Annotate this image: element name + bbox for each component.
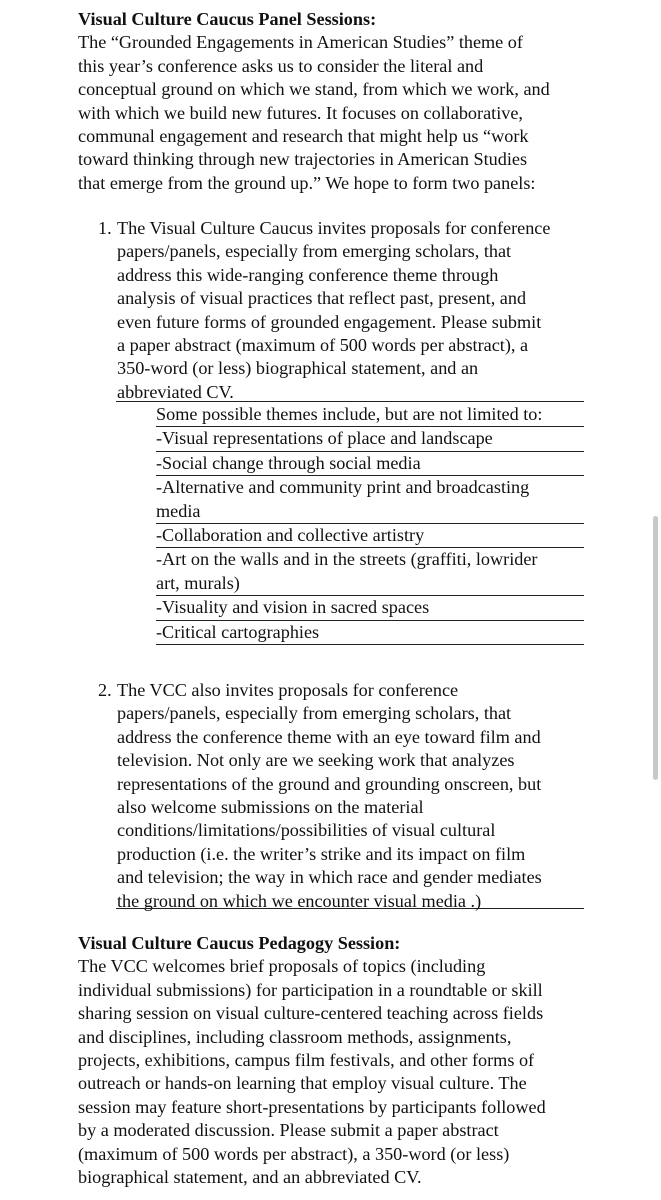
theme-item: -Alternative and community print and broadcasting (156, 477, 530, 498)
item1-line: analysis of visual practices that reflect past, present, and (117, 288, 527, 309)
intro-line: The “Grounded Engagements in American Studies” theme of (78, 32, 523, 53)
theme-item: -Critical cartographies (156, 621, 584, 645)
item1-line: a paper abstract (maximum of 500 words per abstract), a (117, 335, 529, 356)
item1-line: address this wide-ranging conference theme through (117, 264, 499, 285)
intro-line: this year’s conference asks us to consider the literal and (78, 55, 484, 76)
theme-item: art, murals) (156, 572, 584, 596)
list-item-body (117, 679, 587, 913)
intro-line: conceptual ground on which we stand, from which we work, and (78, 79, 550, 100)
theme-item: media (156, 500, 584, 524)
pedagogy-line: The VCC welcomes brief proposals of topics (including (78, 956, 486, 977)
item2-line: The VCC also invites proposals for conference (117, 680, 459, 700)
pedagogy-section-heading: Visual Culture Caucus Pedagogy Session: (78, 933, 401, 953)
theme-item: -Social change through social media (156, 452, 584, 476)
item1-line: 350-word (or less) biographical statement, and an (117, 358, 479, 379)
list-item-body (117, 217, 587, 404)
divider-line (116, 401, 584, 402)
item2-line: production (i.e. the writer’s strike and its impact on film (117, 843, 526, 864)
intro-line: communal engagement and research that might help us “work (78, 126, 529, 147)
divider-line (116, 908, 584, 909)
item2-line: also welcome submissions on the material (117, 797, 424, 818)
theme-item: -Art on the walls and in the streets (graffiti, lowrider (156, 549, 538, 570)
intro-line: with which we build new futures. It focuses on collaborative, (78, 102, 523, 123)
pedagogy-line: sharing session on visual culture-centered teaching across fields (78, 1003, 544, 1024)
themes-intro: Some possible themes include, but are not limited to: (156, 403, 584, 427)
item2-line: and television; the way in which race and gender mediates (117, 867, 542, 888)
item2-line: representations of the ground and grounding onscreen, but (117, 773, 542, 794)
item1-line: papers/panels, especially from emerging scholars, that (117, 241, 512, 262)
themes-list (156, 403, 584, 645)
intro-line: that emerge from the ground up.” We hope to form two panels: (78, 172, 536, 193)
pedagogy-line: by a moderated discussion. Please submit a paper abstract (78, 1120, 499, 1141)
item2-line: address the conference theme with an eye toward film and (117, 726, 541, 747)
intro-line: toward thinking through new trajectories in American Studies (78, 149, 528, 170)
pedagogy-line: outreach or hands-on learning that employ visual culture. The (78, 1073, 527, 1094)
pedagogy-line: session may feature short-presentations by participants followed (78, 1096, 546, 1117)
item2-line: conditions/limitations/possibilities of visual cultural (117, 820, 496, 841)
pedagogy-line: (maximum of 500 words per abstract), a 350-word (or less) (78, 1143, 510, 1164)
panel-section-heading: Visual Culture Caucus Panel Sessions: (78, 9, 377, 29)
theme-item: -Collaboration and collective artistry (156, 524, 584, 548)
pedagogy-section (78, 932, 618, 1189)
item2-line: papers/panels, especially from emerging scholars, that (117, 703, 512, 724)
list-item-number: 2. (98, 680, 112, 700)
panel-section (78, 8, 618, 195)
item1-line: even future forms of grounded engagement. Please submit (117, 311, 542, 332)
theme-item: -Visuality and vision in sacred spaces (156, 596, 584, 620)
item1-line: The Visual Culture Caucus invites proposals for conference (117, 218, 551, 238)
list-item-number: 1. (98, 218, 112, 238)
theme-item: -Visual representations of place and landscape (156, 427, 584, 451)
pedagogy-line: individual submissions) for participation in a roundtable or skill (78, 979, 543, 1000)
pedagogy-line: biographical statement, and an abbreviated CV. (78, 1167, 422, 1188)
pedagogy-line: and disciplines, including classroom methods, assignments, (78, 1026, 512, 1047)
item1-line: abbreviated CV. (117, 381, 234, 402)
item2-line: television. Not only are we seeking work that analyzes (117, 750, 515, 771)
pedagogy-line: projects, exhibitions, campus film festivals, and other forms of (78, 1050, 535, 1071)
item2-line: the ground on which we encounter visual media .) (117, 890, 482, 911)
vertical-scrollbar[interactable] (653, 516, 658, 780)
